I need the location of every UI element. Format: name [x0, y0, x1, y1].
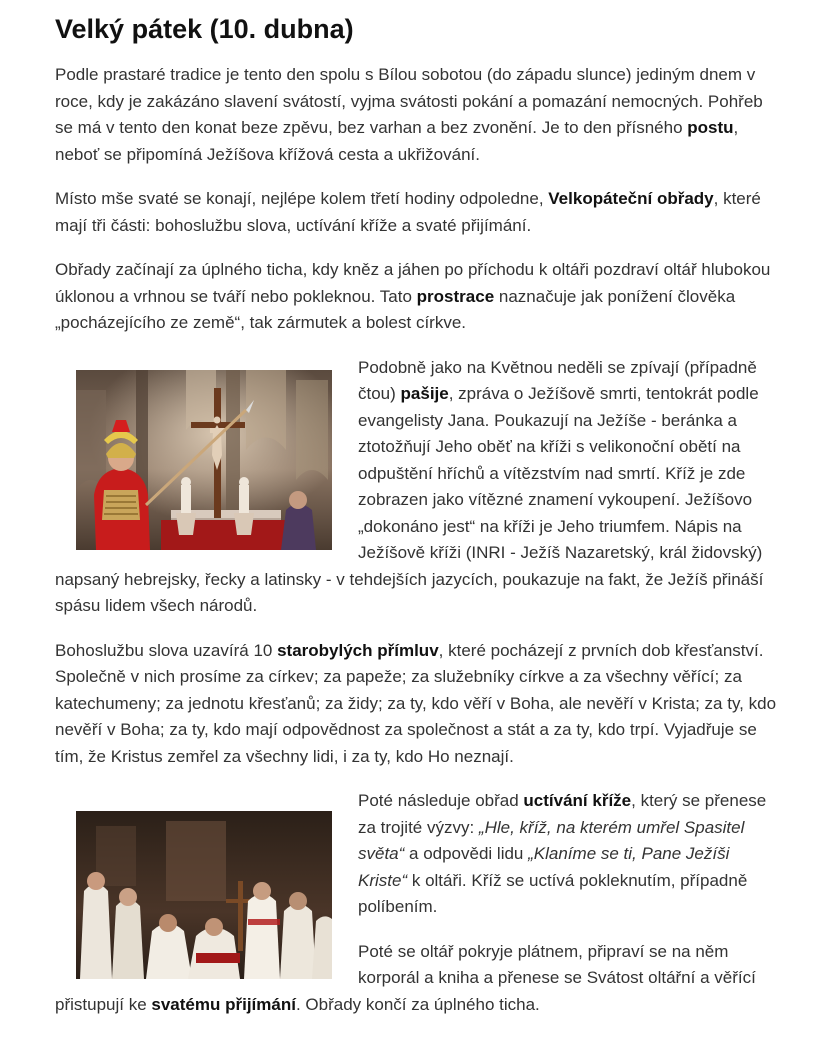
veneration-of-cross-image [76, 811, 332, 979]
italic-quote-klanime-se: „Klaníme se ti, Pane Ježíši Kriste“ [358, 844, 730, 890]
paragraph-text: Podle prastaré tradice je tento den spolu s Bílou sobotou (do západu slunce) jediným dnem v roce, kdy je zakázáno slavení svátostí, vyjma svátosti pokání a pomazání nemocných. Pohřeb se má v tento den konat beze zpěvu, bez varhan a bez zvonění. Je to den přísného [55, 65, 763, 137]
bold-term-pasije: pašije [400, 384, 449, 403]
church-soldier-crucifix-image [76, 370, 332, 550]
paragraph-text: Obřady začínají za úplného ticha, kdy kněz a jáhen po příchodu k oltáři pozdraví oltář hlubokou úklonou a vrhnou se tváří nebo pokleknou. Tato [55, 260, 771, 306]
bold-term-uctivani-krize: uctívání kříže [523, 791, 632, 810]
paragraph-text: , které mají tři části: bohoslužbu slova, uctívání kříže a svaté přijímání. [55, 189, 761, 235]
paragraph-text: Poté následuje obřad [358, 791, 524, 810]
bold-term-starobylych-primluv: starobylých přímluv [277, 640, 439, 660]
paragraph-text: , neboť se připomíná Ježíšova křížová cesta a ukřižování. [55, 118, 739, 164]
paragraph-intro [55, 62, 778, 168]
italic-quote-hle-kriz: „Hle, kříž, na kterém umřel Spasitel světa“ [358, 817, 745, 863]
paragraph-text: . Obřady končí za úplného ticha. [295, 994, 540, 1014]
paragraph-text: , zpráva o Ježíšově smrti, tentokrát podle evangelisty Jana. Poukazují na Ježíše - beránka a ztotožňují Jeho oběť na kříži s velikonoční obětí na odpuštění hříchů a vítězstvím nad smrtí. Kříž je zde zobrazen jako vítězné znamení vykoupení. Ježíšovo „dokonáno jest“ na kříži je Jeho triumfem. Nápis na Ježíšově kříži (INRI - Ježíš Nazaretský, král židovský) napsaný hebrejsky, řecky a latinsky - v tehdejších jazycích, poukazuje na fakt, že Ježíš přináší spásu lidem všech národů. [55, 384, 764, 615]
photo-passion-play [76, 370, 332, 550]
paragraph-text: , který se přenese za trojité výzvy: [358, 791, 767, 837]
bold-term-postu: postu [687, 118, 734, 137]
paragraph-text: a odpovědi lidu [404, 844, 529, 863]
page-title: Velký pátek (10. dubna) [55, 14, 354, 44]
paragraph-text: Podobně jako na Květnou neděli se zpívají (případně čtou) [358, 357, 757, 403]
bold-term-velkopatecni-obrady: Velkopáteční obřady [548, 189, 714, 208]
paragraph-text: Poté se oltář pokryje plátnem, připraví se na něm korporál a kniha a přenese se Svátost oltářní a věřící přistupují ke [55, 941, 756, 1014]
paragraph-text: naznačuje jak ponížení člověka „pocházejícího ze země“, tak zármutek a bolest církve. [55, 286, 736, 332]
paragraph-text: , které pocházejí z prvních dob křesťanství. Společně v nich prosíme za církev; za papeže; za služebníky církve a za všechny věřící; za katechumeny; za jednotu křesťanů; za židy; za ty, kdo věří v Boha, ale nevěří v Krista; za ty, kdo nevěří v Boha; za ty, kdo mají odpovědnost za společnost a stát a za ty, kdo trpí. Vyjadřuje se tím, že Kristus zemřel za všechny lidi, i za ty, kdo Ho neznají. [55, 640, 777, 766]
paragraph-rites [55, 186, 778, 239]
paragraph-text: Bohoslužbu slova uzavírá 10 [55, 640, 278, 660]
photo-veneration [76, 811, 332, 979]
bold-term-prostrace: prostrace [416, 286, 495, 306]
paragraph-prostration [55, 257, 778, 337]
paragraph-text: Místo mše svaté se konají, nejlépe kolem třetí hodiny odpoledne, [55, 189, 549, 208]
paragraph-intercessions [55, 638, 778, 771]
bold-term-svatemu-prijimani: svatému přijímání [151, 994, 296, 1014]
paragraph-text: k oltáři. Kříž se uctívá pokleknutím, případně políbením. [358, 870, 748, 916]
